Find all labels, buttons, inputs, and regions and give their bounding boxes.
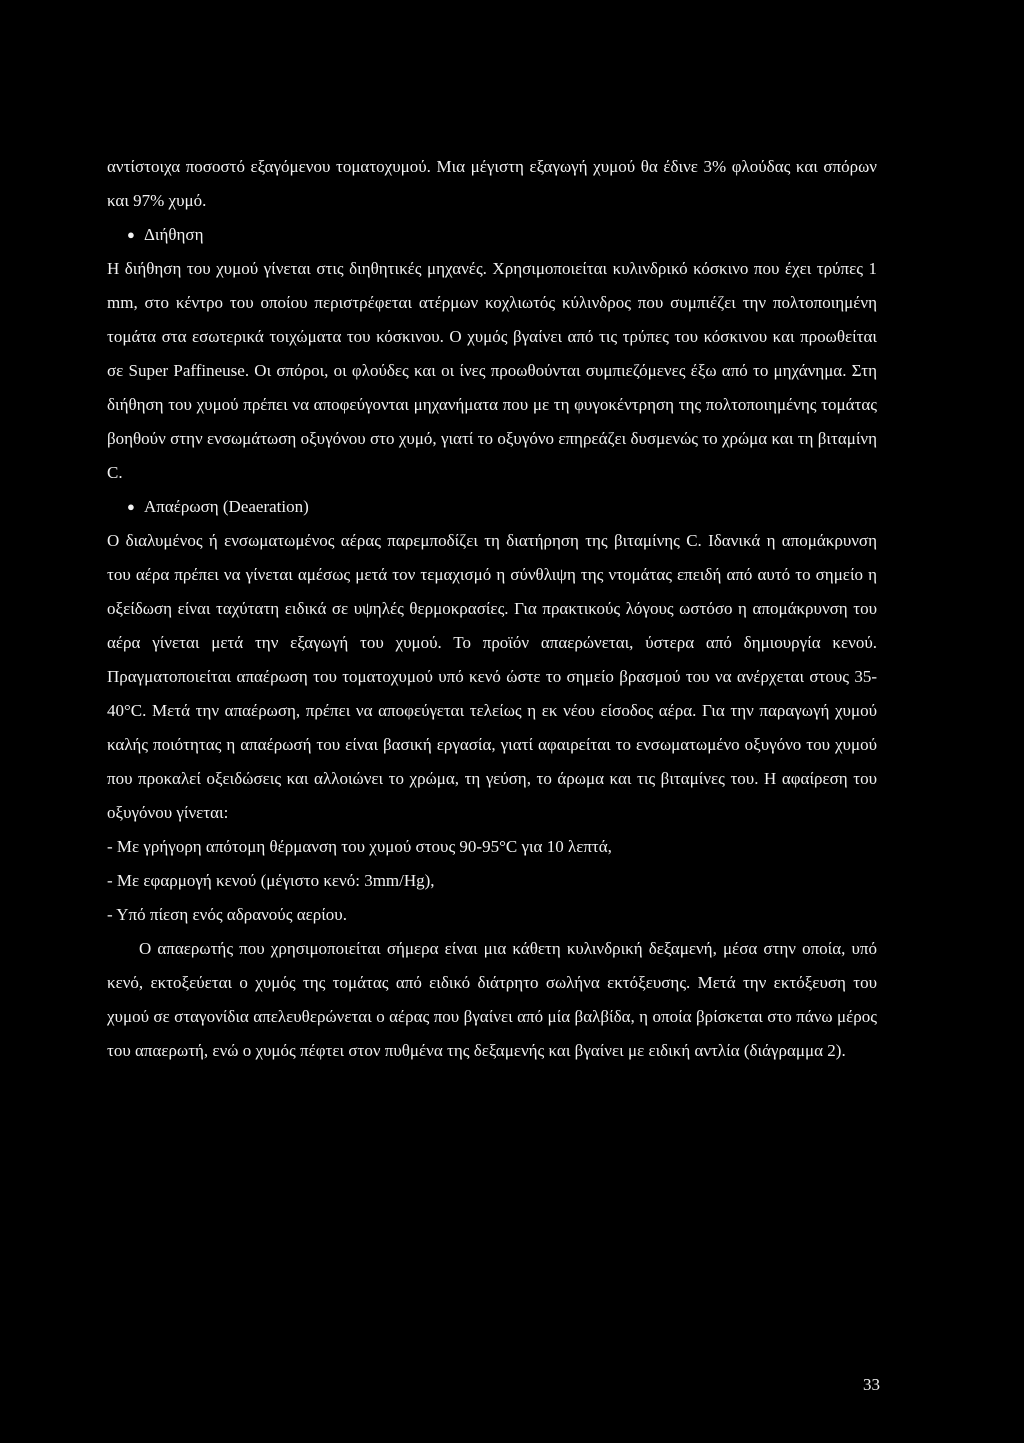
body-text xyxy=(107,150,877,1068)
list-item: - Με εφαρμογή κενού (μέγιστο κενό: 3mm/Hg), xyxy=(107,871,435,890)
bullet-icon: ● xyxy=(127,499,135,514)
bullet-heading-text: Απαέρωση (Deaeration) xyxy=(144,497,309,516)
paragraph-continuation: αντίστοιχα ποσοστό εξαγόμενου τοματοχυμού. Μια μέγιστη εξαγωγή χυμού θα έδινε 3% φλούδας και σπόρων και 97% χυμό. xyxy=(107,157,877,210)
paragraph-deaerator: Ο απαερωτής που χρησιμοποιείται σήμερα είναι μια κάθετη κυλινδρική δεξαμενή, μέσα στην οποία, υπό κενό, εκτοξεύεται ο χυμός της τομάτας από ειδικό διάτρητο σωλήνα εκτόξευσης. Μετά την εκτόξευση του χυμού σε σταγονίδια απελευθερώνεται ο αέρας που βγαίνει από μία βαλβίδα, η οποία βρίσκεται στο πάνω μέρος του απαερωτή, ενώ ο χυμός πέφτει στον πυθμένα της δεξαμενής και βγαίνει με ειδική αντλία (διάγραμμα 2). xyxy=(107,939,877,1060)
list-item: - Με γρήγορη απότομη θέρμανση του χυμού στους 90-95°C για 10 λεπτά, xyxy=(107,837,612,856)
bullet-icon: ● xyxy=(127,227,135,242)
paragraph-deaeration: Ο διαλυμένος ή ενσωματωμένος αέρας παρεμποδίζει τη διατήρηση της βιταμίνης C. Ιδανικά η απομάκρυνση του αέρα πρέπει να γίνεται αμέσως μετά τον τεμαχισμό η σύνθλιψη της ντομάτας επειδή από αυτό το σημείο η οξείδωση είναι ταχύτατη ειδικά σε υψηλές θερμοκρασίες. Για πρακτικούς λόγους ωστόσο η απομάκρυνση του αέρα γίνεται μετά την εξαγωγή του χυμού. Το προϊόν απαερώνεται, ύστερα από δημιουργία κενού. Πραγματοποιείται απαέρωση του τοματοχυμού υπό κενό ώστε το σημείο βρασμού του να ανέρχεται στους 35- 40°C. Μετά την απαέρωση, πρέπει να αποφεύγεται τελείως η εκ νέου είσοδος αέρα. Για την παραγωγή χυμού καλής ποιότητας η απαέρωσή του είναι βασική εργασία, γιατί αφαιρείται το ενσωματωμένο οξυγόνο του χυμού που προκαλεί οξειδώσεις και αλλοιώνει το χρώμα, τη γεύση, το άρωμα και τις βιταμίνες του. Η αφαίρεση του οξυγόνου γίνεται: xyxy=(107,531,877,822)
bullet-heading-filtration xyxy=(107,218,877,252)
paragraph-filtration: Η διήθηση του χυμού γίνεται στις διηθητικές μηχανές. Χρησιμοποιείται κυλινδρικό κόσκινο που έχει τρύπες 1 mm, στο κέντρο του οποίου περιστρέφεται ατέρμων κοχλιωτός κύλινδρος που συμπιέζει την πολτοποιημένη τομάτα στα εσωτερικά τοιχώματα του κόσκινου. Ο χυμός βγαίνει από τις τρύπες του κόσκινου και προωθείται σε Super Paffineuse. Οι σπόροι, οι φλούδες και οι ίνες προωθούνται συμπιεζόμενες έξω από το μηχάνημα. Στη διήθηση του χυμού πρέπει να αποφεύγονται μηχανήματα που με τη φυγοκέντρηση της πολτοποιημένης τομάτας βοηθούν στην ενσωμάτωση οξυγόνου στο χυμό, γιατί το οξυγόνο επηρεάζει δυσμενώς το χρώμα και τη βιταμίνη C. xyxy=(107,259,877,482)
list-item: - Υπό πίεση ενός αδρανούς αερίου. xyxy=(107,905,347,924)
bullet-heading-deaeration xyxy=(107,490,877,524)
bullet-heading-text: Διήθηση xyxy=(144,225,204,244)
page-number: 33 xyxy=(863,1375,880,1394)
